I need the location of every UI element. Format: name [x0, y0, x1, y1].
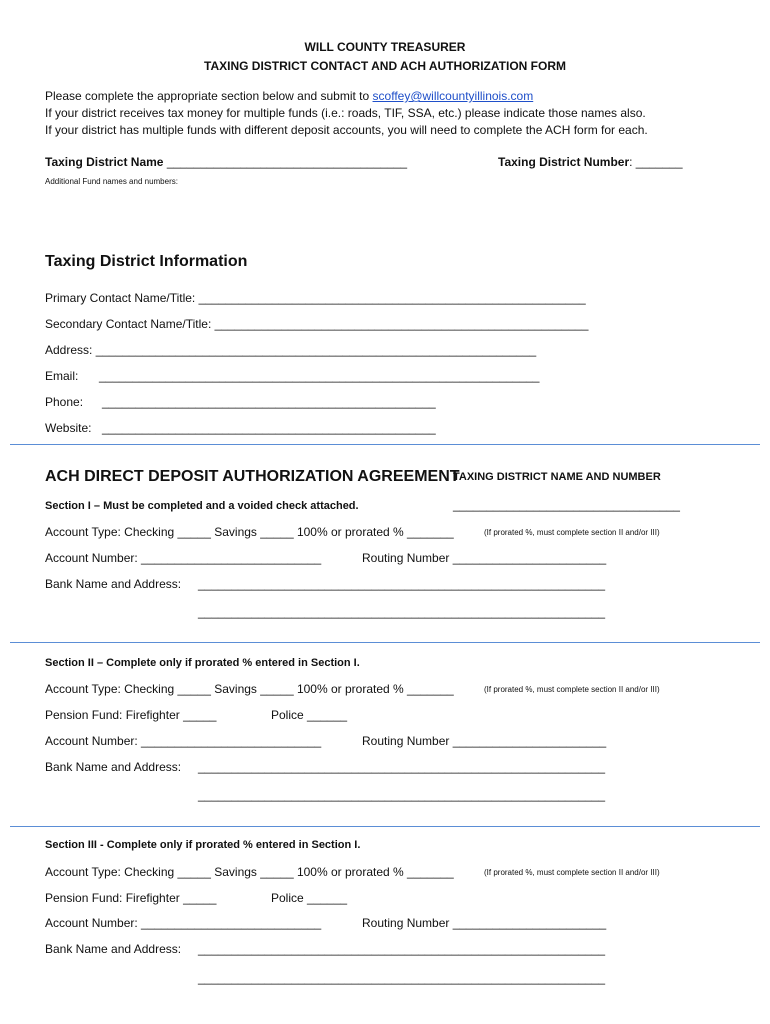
primary-contact-field[interactable]: Primary Contact Name/Title: __________________________________________________________ [45, 291, 586, 305]
section-3-bank-field-2[interactable]: _____________________________________________________________ [198, 971, 606, 985]
additional-fund-label: Additional Fund names and numbers: [45, 177, 178, 186]
phone-label: Phone: [45, 395, 84, 409]
section-divider [10, 826, 760, 827]
intro-prefix: Please complete the appropriate section below and submit to [45, 89, 373, 103]
section-2-pension-fund[interactable]: Pension Fund: Firefighter _____ [45, 708, 217, 722]
section-2-police[interactable]: Police ______ [271, 708, 348, 722]
form-agency-title: WILL COUNTY TREASURER [304, 40, 466, 54]
info-section-title: Taxing District Information [45, 253, 248, 270]
section-2-account-type[interactable]: Account Type: Checking _____ Savings _____ 100% or prorated % _______ [45, 682, 454, 696]
district-name-label: Taxing District Name [45, 155, 164, 169]
section-2-bank-label: Bank Name and Address: [45, 760, 182, 774]
section-divider [10, 642, 760, 643]
submit-email-link[interactable]: scoffey@willcountyillinois.com [372, 89, 534, 103]
section-divider [10, 444, 760, 445]
intro-line-2: If your district receives tax money for multiple funds (i.e.: roads, TIF, SSA, etc.) please indicate those names also. [45, 106, 646, 120]
section-3-account-number[interactable]: Account Number: ___________________________ [45, 916, 322, 930]
district-name-field[interactable]: ____________________________________ [166, 155, 408, 169]
intro-line-3: If your district has multiple funds with different deposit accounts, you will need to complete the ACH form for each. [45, 123, 648, 137]
email-label: Email: [45, 369, 79, 383]
section-1-bank-field-1[interactable]: _____________________________________________________________ [198, 577, 606, 591]
section-1-bank-label: Bank Name and Address: [45, 577, 182, 591]
section-3-bank-label: Bank Name and Address: [45, 942, 182, 956]
section-1-account-type[interactable]: Account Type: Checking _____ Savings _____ 100% or prorated % _______ [45, 525, 454, 539]
section-3-bank-field-1[interactable]: _____________________________________________________________ [198, 942, 606, 956]
district-number-label: Taxing District Number [498, 155, 630, 169]
section-3-account-type[interactable]: Account Type: Checking _____ Savings _____ 100% or prorated % _______ [45, 865, 454, 879]
website-label: Website: [45, 421, 92, 435]
section-3-routing-number[interactable]: Routing Number _______________________ [362, 916, 607, 930]
phone-field[interactable]: __________________________________________________ [102, 395, 436, 409]
section-2-prorated-note: (If prorated %, must complete section II and/or III) [484, 685, 660, 694]
section-2-heading: Section II – Complete only if prorated % entered in Section I. [45, 657, 360, 669]
ach-district-name-number-field[interactable]: __________________________________ [453, 498, 680, 512]
ach-title: ACH DIRECT DEPOSIT AUTHORIZATION AGREEMENT [45, 468, 460, 485]
section-1-account-number[interactable]: Account Number: ___________________________ [45, 551, 322, 565]
section-1-routing-number[interactable]: Routing Number _______________________ [362, 551, 607, 565]
section-3-pension-fund[interactable]: Pension Fund: Firefighter _____ [45, 891, 217, 905]
section-2-bank-field-2[interactable]: _____________________________________________________________ [198, 788, 606, 802]
section-3-police[interactable]: Police ______ [271, 891, 348, 905]
section-1-heading: Section I – Must be completed and a voided check attached. [45, 500, 359, 512]
section-3-heading: Section III - Complete only if prorated % entered in Section I. [45, 839, 361, 851]
district-name-row [45, 155, 407, 169]
district-number-row [498, 155, 683, 169]
section-1-prorated-note: (If prorated %, must complete section II and/or III) [484, 528, 660, 537]
address-field[interactable]: Address: __________________________________________________________________ [45, 343, 537, 357]
section-2-bank-field-1[interactable]: _____________________________________________________________ [198, 760, 606, 774]
section-3-prorated-note: (If prorated %, must complete section II and/or III) [484, 868, 660, 877]
email-field[interactable]: __________________________________________________________________ [99, 369, 540, 383]
ach-district-name-number-label: TAXING DISTRICT NAME AND NUMBER [453, 471, 661, 483]
website-field[interactable]: __________________________________________________ [102, 421, 436, 435]
secondary-contact-field[interactable]: Secondary Contact Name/Title: ________________________________________________________ [45, 317, 589, 331]
section-2-routing-number[interactable]: Routing Number _______________________ [362, 734, 607, 748]
section-1-bank-field-2[interactable]: _____________________________________________________________ [198, 605, 606, 619]
district-number-field[interactable]: : _______ [629, 155, 683, 169]
form-title: TAXING DISTRICT CONTACT AND ACH AUTHORIZATION FORM [204, 59, 566, 73]
intro-line-1 [45, 89, 533, 103]
section-2-account-number[interactable]: Account Number: ___________________________ [45, 734, 322, 748]
